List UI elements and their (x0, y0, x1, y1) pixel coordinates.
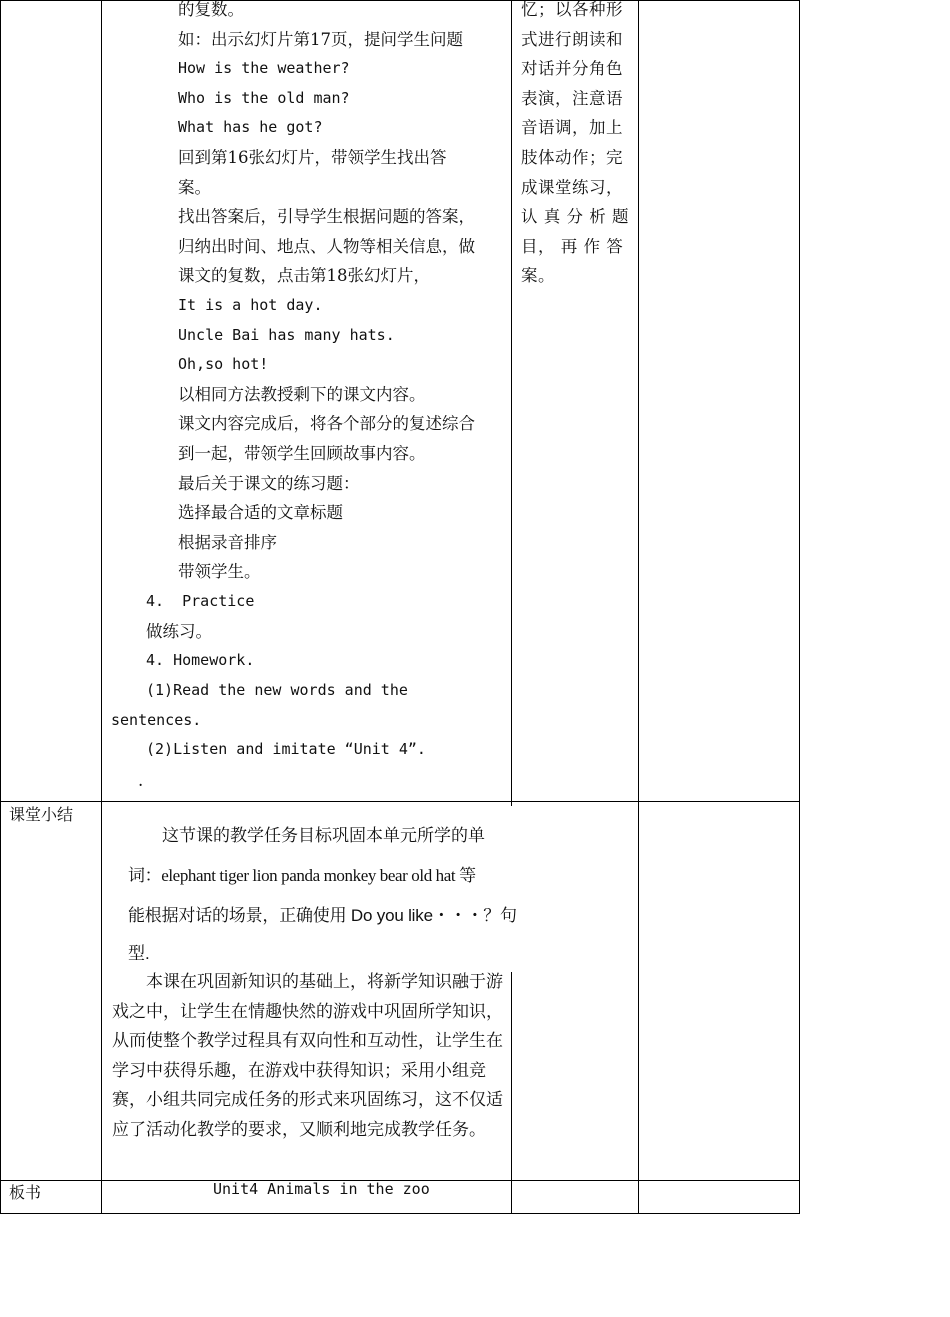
board-label: 板书 (9, 1183, 42, 1202)
procedure-line: 到一起，带领学生回顾故事内容。 (178, 443, 426, 463)
procedure-line: Uncle Bai has many hats. (178, 325, 395, 344)
procedure-line: 归纳出时间、地点、人物等相关信息，做 (178, 236, 475, 256)
homework-item-1: (1)Read the new words and the (146, 680, 408, 699)
homework-item-1-cont: sentences. (111, 711, 202, 729)
procedure-line: 案。 (178, 177, 211, 197)
practice-heading: 4. Practice (146, 592, 255, 610)
activity-line: 音语调，加上 (521, 118, 623, 138)
procedure-line: 选择最合适的文章标题 (178, 503, 343, 523)
border-col3 (638, 0, 639, 1214)
summary-image-text (112, 806, 517, 972)
procedure-line: 如：出示幻灯片第17页，提问学生问题 (178, 29, 463, 49)
activity-line: 目， 再 作 答 (521, 236, 624, 256)
summary-paragraph: 本课在巩固新知识的基础上，将新学知识融于游戏之中，让学生在情趣快然的游戏中巩固所学知识，从而使整个教学过程具有双向性和互动性，让学生在学习中获得乐趣，在游戏中获得知识；采用小组竞赛，小组共同完成任务的形式来巩固练习，这不仅适应了活动化教学的要求，又顺利地完成教学任务。 (112, 972, 503, 1140)
activity-line: 案。 (521, 266, 555, 286)
border-right (799, 0, 800, 1214)
summary-image-line: 这节课的教学任务目标巩固本单元所学的单 (162, 826, 485, 845)
procedure-line: Oh,so hot! (178, 355, 269, 374)
homework-item-2: (2)Listen and imitate “Unit 4”. (146, 740, 426, 758)
summary-image-line: 型. (128, 944, 150, 963)
homework-heading: 4. Homework. (146, 651, 255, 670)
summary-image-line: 能根据对话的场景，正确使用 Do you like・・・？句 (128, 906, 517, 925)
procedure-line: 回到第16张幻灯片，带领学生找出答 (178, 147, 447, 167)
procedure-line: 课文内容完成后，将各个部分的复述综合 (178, 414, 475, 434)
procedure-line: 课文的复数，点击第18张幻灯片， (178, 266, 430, 286)
summary-label: 课堂小结 (9, 805, 74, 824)
procedure-line: 以相同方法教授剩下的课文内容。 (178, 384, 426, 404)
procedure-cell (178, 0, 508, 587)
procedure-line: 最后关于课文的练习题： (178, 473, 360, 493)
border-bottom (0, 1213, 800, 1214)
practice-block (146, 587, 506, 705)
procedure-line: Who is the old man? (178, 88, 350, 107)
procedure-line: 根据录音排序 (178, 532, 277, 552)
activity-line: 成课堂练习， (521, 177, 623, 197)
border-col1 (101, 0, 102, 1214)
activity-line: 表演，注意语 (521, 88, 623, 108)
procedure-line: It is a hot day. (178, 295, 323, 314)
border-left (0, 0, 1, 1214)
summary-paragraph-box (112, 968, 508, 1145)
procedure-line: 的复数。 (178, 0, 244, 19)
activity-line: 忆；以各种形 (521, 0, 623, 19)
activity-line: 式进行朗读和 (521, 29, 623, 49)
practice-text: 做练习。 (146, 621, 212, 641)
student-activity-cell (521, 0, 633, 291)
procedure-line: What has he got? (178, 118, 323, 137)
board-text: Unit4 Animals in the zoo (213, 1180, 430, 1198)
procedure-line: How is the weather? (178, 59, 350, 78)
procedure-line: 找出答案后，引导学生根据问题的答案， (178, 207, 475, 227)
summary-image-line: 词：elephant tiger lion panda monkey bear old hat 等 (128, 866, 476, 885)
border-row1 (0, 801, 800, 802)
activity-line: 肢体动作；完 (521, 147, 623, 167)
activity-line: 对话并分角色 (521, 59, 623, 79)
activity-line: 认 真 分 析 题 (521, 207, 629, 227)
procedure-line: 带领学生。 (178, 562, 261, 582)
border-col2 (511, 0, 512, 1214)
trailing-dot: . (138, 771, 144, 790)
